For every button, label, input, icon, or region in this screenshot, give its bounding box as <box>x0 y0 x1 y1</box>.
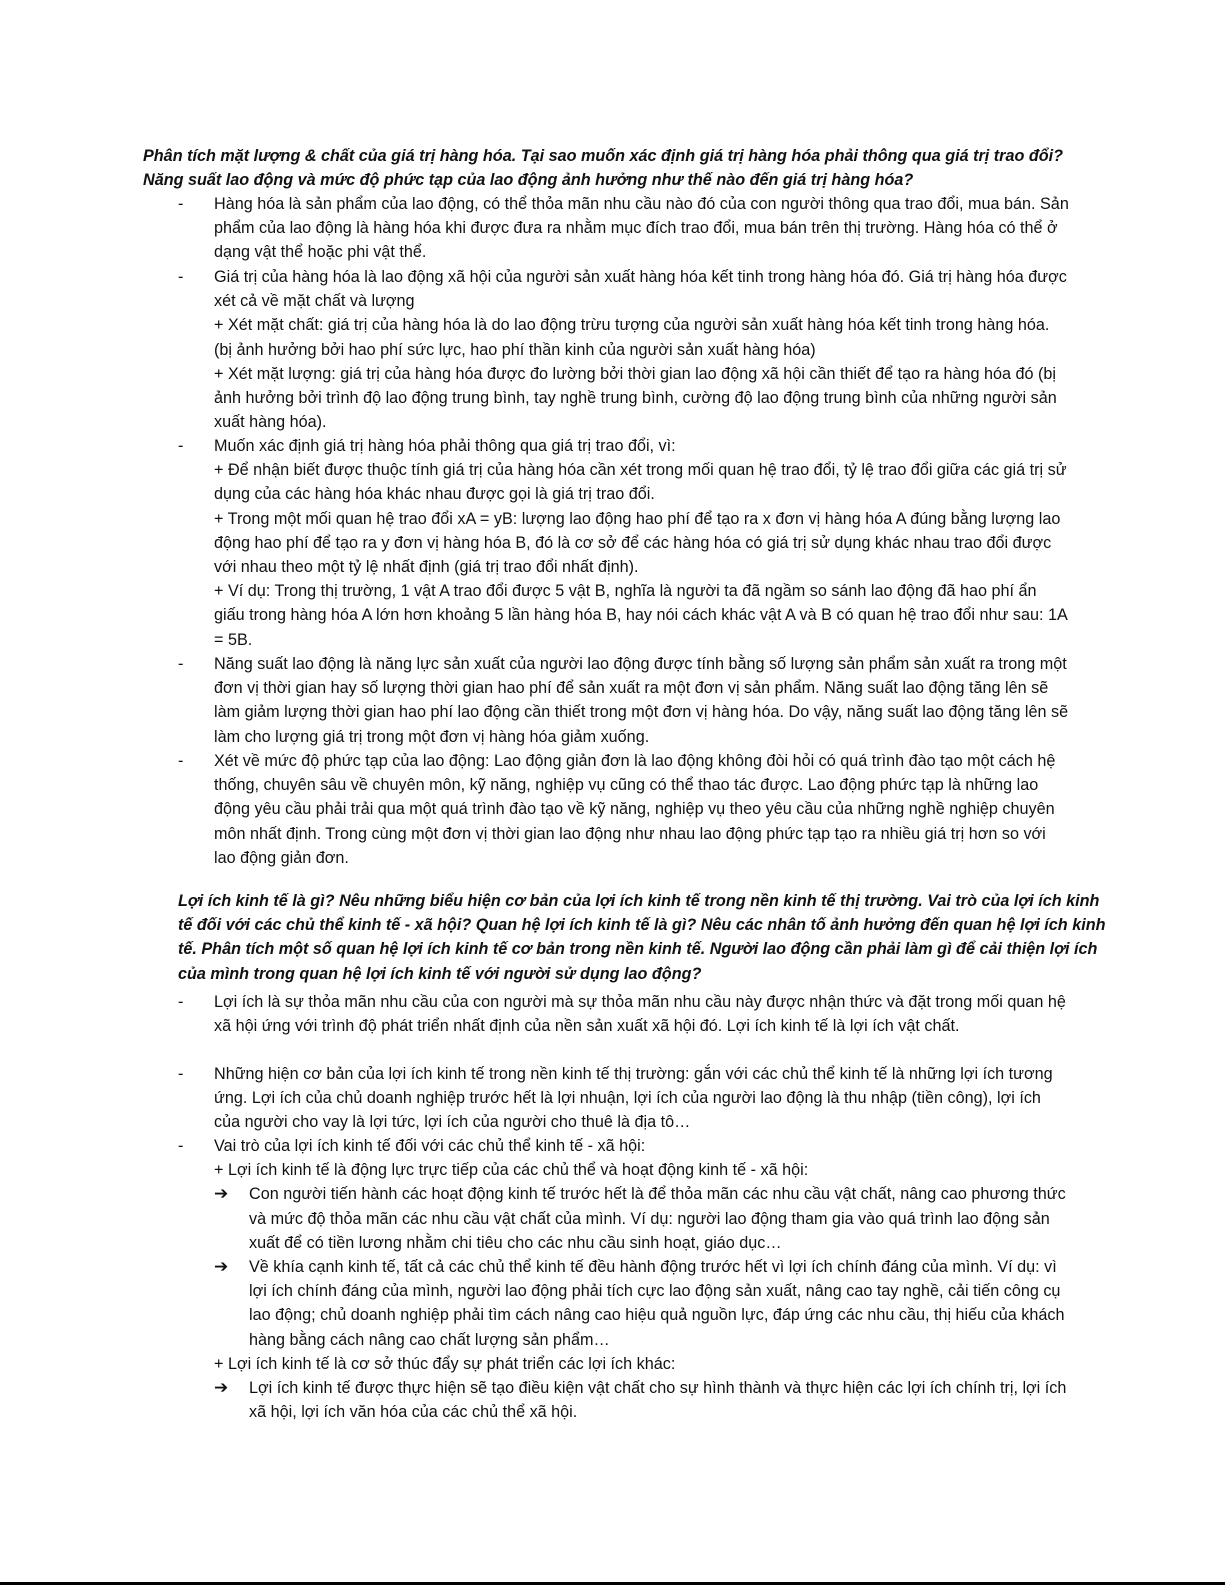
paragraph: Con người tiến hành các hoạt động kinh tế trước hết là để thỏa mãn các nhu cầu vật chất, nâng cao phương thức và mức độ thỏa mãn các nhu cầu vật chất của mình. Ví dụ: người lao động tham gia vào quá trình lao động sản xuất để có tiền lương nhằm chi tiêu cho các nhu cầu sinh hoạt, giáo dục… <box>249 1185 1066 1252</box>
bullet-dash: - <box>178 1137 184 1155</box>
bullet-dash: - <box>178 993 184 1011</box>
question-heading-1: Phân tích mặt lượng & chất của giá trị hàng hóa. Tại sao muốn xác định giá trị hàng hóa phải thông qua giá trị trao đổi? Năng suất lao động và mức độ phức tạp của lao động ảnh hưởng như thế nào đến giá trị hàng hóa? <box>143 147 1064 190</box>
bullet-dash: - <box>178 268 184 286</box>
paragraph: + Để nhận biết được thuộc tính giá trị của hàng hóa cần xét trong mối quan hệ trao đổi, tỷ lệ trao đổi giữa các giá trị sử dụng của các hàng hóa khác nhau được gọi là giá trị trao đổi. <box>214 461 1067 504</box>
paragraph: Muốn xác định giá trị hàng hóa phải thông qua giá trị trao đổi, vì: <box>214 437 676 455</box>
paragraph: + Lợi ích kinh tế là cơ sở thúc đẩy sự phát triển các lợi ích khác: <box>214 1354 676 1373</box>
list-item <box>178 1134 1070 1424</box>
list-item <box>178 192 1070 265</box>
bullet-dash: - <box>178 752 184 770</box>
paragraph: Hàng hóa là sản phẩm của lao động, có thể thỏa mãn nhu cầu nào đó của con người thông qua trao đổi, mua bán. Sản phẩm của lao động là hàng hóa khi được đưa ra nhằm mục đích trao đổi, mua bán trên thị trường. Hàng hóa có thể ở dạng vật thể hoặc phi vật thể. <box>214 195 1069 262</box>
arrow-item <box>214 1376 1070 1424</box>
paragraph: Năng suất lao động là năng lực sản xuất của người lao động được tính bằng số lượng sản phẩm sản xuất ra trong một đơn vị thời gian hay số lượng thời gian hao phí để sản xuất ra một đơn vị sản phẩm. Năng suất lao động tăng lên sẽ làm giảm lượng thời gian hao phí lao động cần thiết trong một đơn vị hàng hóa. Do vậy, năng suất lao động tăng lên sẽ làm cho lượng giá trị trong một đơn vị hàng hóa giảm xuống. <box>214 655 1069 746</box>
paragraph: Những hiện cơ bản của lợi ích kinh tế trong nền kinh tế thị trường: gắn với các chủ thể kinh tế là những lợi ích tương ứng. Lợi ích của chủ doanh nghiệp trước hết là lợi nhuận, lợi ích của người lao động là thu nhập (tiền công), lợi ích của người cho vay là lợi tức, lợi ích của người cho thuê là địa tô… <box>214 1065 1053 1132</box>
bullet-dash: - <box>178 437 184 455</box>
paragraph: + Xét mặt chất: giá trị của hàng hóa là do lao động trừu tượng của người sản xuất hàng hóa kết tinh trong hàng hóa. (bị ảnh hưởng bởi hao phí sức lực, hao phí thần kinh của người sản xuất hàng hóa) <box>214 316 1050 359</box>
list-item <box>178 749 1070 870</box>
paragraph: Về khía cạnh kinh tế, tất cả các chủ thể kinh tế đều hành động trước hết vì lợi ích chính đáng của mình. Ví dụ: vì lợi ích chính đáng của mình, người lao động phải tích cực lao động sản xuất, nâng cao tay nghề, cải tiến công cụ lao động; chủ doanh nghiệp phải tìm cách nâng cao hiệu quả nguồn lực, đáp ứng các nhu cầu, thị hiếu của khách hàng bằng cách nâng cao chất lượng sản phẩm… <box>249 1258 1065 1349</box>
paragraph: + Xét mặt lượng: giá trị của hàng hóa được đo lường bởi thời gian lao động xã hội cần thiết để tạo ra hàng hóa đó (bị ảnh hưởng bởi trình độ lao động trung bình, tay nghề trung bình, cường độ lao động trung bình của những người sản xuất hàng hóa). <box>214 364 1057 432</box>
list-item <box>178 990 1070 1038</box>
paragraph: + Lợi ích kinh tế là động lực trực tiếp của các chủ thể và hoạt động kinh tế - xã hội: <box>214 1161 809 1180</box>
question-heading-2: Lợi ích kinh tế là gì? Nêu những biểu hiện cơ bản của lợi ích kinh tế trong nền kinh tế thị trường. Vai trò của lợi ích kinh tế đối với các chủ thể kinh tế - xã hội? Quan hệ lợi ích kinh tế là gì? Nêu các nhân tố ảnh hưởng đến quan hệ lợi ích kinh tế. Phân tích một số quan hệ lợi ích kinh tế cơ bản trong nền kinh tế. Người lao động cần phải làm gì để cải thiện lợi ích của mình trong quan hệ lợi ích kinh tế với người sử dụng lao động? <box>178 892 1106 983</box>
paragraph: Vai trò của lợi ích kinh tế đối với các chủ thể kinh tế - xã hội: <box>214 1137 646 1155</box>
paragraph: + Trong một mối quan hệ trao đổi xA = yB: lượng lao động hao phí để tạo ra x đơn vị hàng hóa A đúng bằng lượng lao động hao phí để tạo ra y đơn vị hàng hóa B, đó là cơ sở để các hàng hóa có giá trị sử dụng khác nhau trao đổi được với nhau theo một tỷ lệ nhất định (giá trị trao đổi nhất định). <box>214 509 1061 577</box>
list-item <box>178 652 1070 749</box>
bullet-dash: - <box>178 1065 184 1083</box>
bullet-dash: - <box>178 655 184 673</box>
list-item <box>178 434 1070 652</box>
arrow-icon: ➔ <box>214 1378 229 1398</box>
paragraph: Lợi ích kinh tế được thực hiện sẽ tạo điều kiện vật chất cho sự hình thành và thực hiện các lợi ích chính trị, lợi ích xã hội, lợi ích văn hóa của các chủ thể xã hội. <box>249 1379 1067 1422</box>
paragraph: Giá trị của hàng hóa là lao động xã hội của người sản xuất hàng hóa kết tinh trong hàng hóa đó. Giá trị hàng hóa được xét cả về mặt chất và lượng <box>214 268 1067 311</box>
arrow-item <box>214 1255 1070 1352</box>
paragraph: Xét về mức độ phức tạp của lao động: Lao động giản đơn là lao động không đòi hỏi có quá trình đào tạo một cách hệ thống, chuyên sâu về chuyên môn, kỹ năng, nghiệp vụ cũng có thể thao tác được. Lao động phức tạp là những lao động yêu cầu phải trải qua một quá trình đào tạo về kỹ năng, nghiệp vụ theo yêu cầu của những nghề nghiệp chuyên môn nhất định. Trong cùng một đơn vị thời gian lao động như nhau lao động phức tạp tạo ra nhiều giá trị hơn so với lao động giản đơn. <box>214 752 1056 867</box>
arrow-item <box>214 1182 1070 1255</box>
bullet-dash: - <box>178 195 184 213</box>
arrow-icon: ➔ <box>214 1257 229 1277</box>
list-item <box>178 1062 1070 1135</box>
paragraph: Lợi ích là sự thỏa mãn nhu cầu của con người mà sự thỏa mãn nhu cầu này được nhận thức và đặt trong mối quan hệ xã hội ứng với trình độ phát triển nhất định của nền sản xuất xã hội đó. Lợi ích kinh tế là lợi ích vật chất. <box>214 993 1066 1036</box>
list-item <box>178 265 1070 434</box>
arrow-icon: ➔ <box>214 1184 229 1204</box>
paragraph: + Ví dụ: Trong thị trường, 1 vật A trao đổi được 5 vật B, nghĩa là người ta đã ngầm so sánh lao động đã hao phí ẩn giấu trong hàng hóa A lớn hơn khoảng 5 lần hàng hóa B, hay nói cách khác vật A và B có quan hệ trao đổi như sau: 1A = 5B. <box>214 582 1067 649</box>
